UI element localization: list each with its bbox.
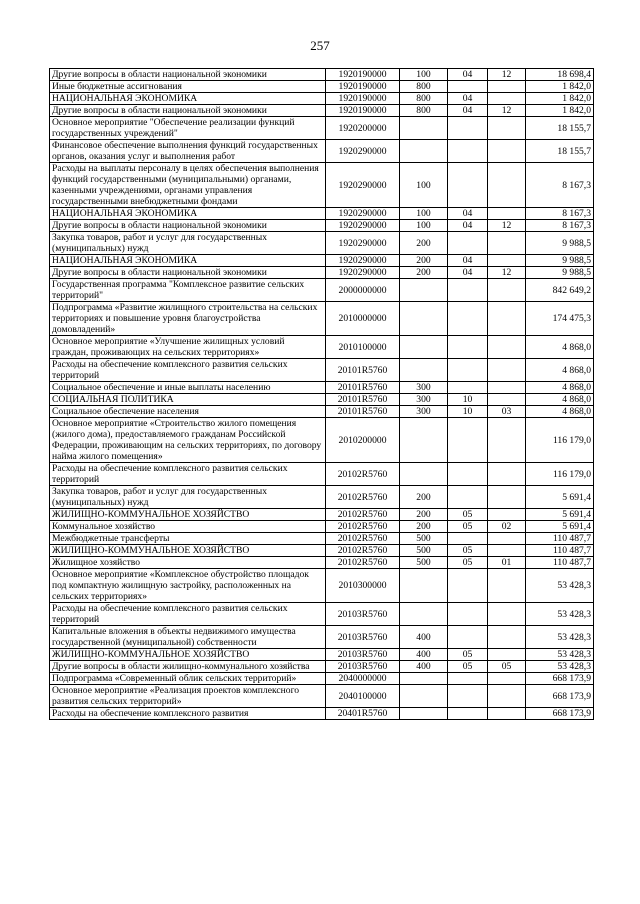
table-row (50, 603, 594, 626)
row-section-cell: 05 (448, 509, 488, 521)
table-row (50, 463, 594, 486)
row-expense-type-cell: 200 (400, 521, 448, 533)
row-section-cell (448, 302, 488, 336)
row-expense-type-cell: 200 (400, 486, 448, 509)
row-name-cell: СОЦИАЛЬНАЯ ПОЛИТИКА (50, 394, 326, 406)
row-sum-cell: 110 487,7 (526, 533, 594, 545)
row-section-cell (448, 533, 488, 545)
row-expense-type-cell (400, 336, 448, 359)
row-subsection-cell (488, 117, 526, 140)
row-expense-type-cell: 100 (400, 69, 448, 81)
row-code-cell: 20401R5760 (326, 708, 400, 720)
row-name-cell: Основное мероприятие «Реализация проектов комплексного развития сельских территорий» (50, 685, 326, 708)
row-sum-cell: 4 868,0 (526, 359, 594, 382)
row-sum-cell: 8 167,3 (526, 208, 594, 220)
row-section-cell: 05 (448, 521, 488, 533)
row-name-cell: Расходы на обеспечение комплексного развития сельских территорий (50, 463, 326, 486)
row-name-cell: Другие вопросы в области национальной экономики (50, 220, 326, 232)
row-code-cell: 2040000000 (326, 673, 400, 685)
row-expense-type-cell (400, 140, 448, 163)
table-row (50, 105, 594, 117)
row-code-cell: 20102R5760 (326, 521, 400, 533)
row-code-cell: 1920290000 (326, 255, 400, 267)
row-section-cell (448, 232, 488, 255)
row-section-cell (448, 140, 488, 163)
row-section-cell (448, 163, 488, 208)
row-subsection-cell: 12 (488, 69, 526, 81)
row-sum-cell: 668 173,9 (526, 673, 594, 685)
table-row (50, 533, 594, 545)
row-code-cell: 20102R5760 (326, 557, 400, 569)
table-row (50, 486, 594, 509)
row-section-cell: 05 (448, 545, 488, 557)
table-row (50, 117, 594, 140)
row-name-cell: Другие вопросы в области национальной экономики (50, 69, 326, 81)
row-code-cell: 20103R5760 (326, 626, 400, 649)
row-section-cell: 10 (448, 394, 488, 406)
row-section-cell (448, 279, 488, 302)
table-row (50, 163, 594, 208)
row-code-cell: 20102R5760 (326, 463, 400, 486)
row-sum-cell: 116 179,0 (526, 418, 594, 463)
row-expense-type-cell: 200 (400, 509, 448, 521)
row-code-cell: 1920290000 (326, 163, 400, 208)
row-expense-type-cell: 300 (400, 394, 448, 406)
row-sum-cell: 18 155,7 (526, 140, 594, 163)
table-row (50, 661, 594, 673)
row-code-cell: 1920190000 (326, 69, 400, 81)
table-row (50, 336, 594, 359)
row-subsection-cell (488, 673, 526, 685)
row-code-cell: 20102R5760 (326, 533, 400, 545)
row-subsection-cell (488, 336, 526, 359)
table-row (50, 569, 594, 603)
row-subsection-cell (488, 232, 526, 255)
row-subsection-cell: 12 (488, 220, 526, 232)
row-expense-type-cell: 100 (400, 220, 448, 232)
row-code-cell: 2010000000 (326, 302, 400, 336)
row-section-cell: 05 (448, 661, 488, 673)
row-sum-cell: 53 428,3 (526, 649, 594, 661)
row-section-cell (448, 569, 488, 603)
table-row (50, 557, 594, 569)
row-code-cell: 1920200000 (326, 117, 400, 140)
row-subsection-cell (488, 463, 526, 486)
row-name-cell: ЖИЛИЩНО-КОММУНАЛЬНОЕ ХОЗЯЙСТВО (50, 649, 326, 661)
row-section-cell (448, 626, 488, 649)
row-name-cell: Капитальные вложения в объекты недвижимого имущества государственной (муниципальной) собственности (50, 626, 326, 649)
row-subsection-cell: 01 (488, 557, 526, 569)
row-name-cell: Расходы на выплаты персоналу в целях обеспечения выполнения функций государственными (муниципальными) органами, казенными учреждениями, органами управления государственными внебюджетными фондами (50, 163, 326, 208)
row-subsection-cell (488, 163, 526, 208)
row-expense-type-cell: 400 (400, 626, 448, 649)
row-name-cell: Закупка товаров, работ и услуг для государственных (муниципальных) нужд (50, 232, 326, 255)
row-section-cell: 04 (448, 93, 488, 105)
row-subsection-cell (488, 255, 526, 267)
row-subsection-cell (488, 81, 526, 93)
row-name-cell: Коммунальное хозяйство (50, 521, 326, 533)
row-name-cell: Другие вопросы в области национальной экономики (50, 105, 326, 117)
row-expense-type-cell (400, 279, 448, 302)
row-expense-type-cell: 800 (400, 93, 448, 105)
row-expense-type-cell: 400 (400, 649, 448, 661)
row-subsection-cell (488, 208, 526, 220)
row-expense-type-cell: 500 (400, 557, 448, 569)
row-expense-type-cell: 200 (400, 232, 448, 255)
row-sum-cell: 1 842,0 (526, 93, 594, 105)
row-expense-type-cell (400, 603, 448, 626)
row-subsection-cell (488, 708, 526, 720)
row-section-cell: 04 (448, 208, 488, 220)
row-expense-type-cell: 300 (400, 382, 448, 394)
row-name-cell: ЖИЛИЩНО-КОММУНАЛЬНОЕ ХОЗЯЙСТВО (50, 509, 326, 521)
row-code-cell: 20103R5760 (326, 649, 400, 661)
row-subsection-cell (488, 626, 526, 649)
row-name-cell: Расходы на обеспечение комплексного развития (50, 708, 326, 720)
row-code-cell: 1920190000 (326, 93, 400, 105)
table-row (50, 382, 594, 394)
row-section-cell (448, 603, 488, 626)
table-row (50, 626, 594, 649)
row-subsection-cell (488, 140, 526, 163)
table-row (50, 255, 594, 267)
row-expense-type-cell: 300 (400, 406, 448, 418)
row-sum-cell: 5 691,4 (526, 509, 594, 521)
table-row (50, 359, 594, 382)
row-sum-cell: 5 691,4 (526, 521, 594, 533)
row-sum-cell: 110 487,7 (526, 545, 594, 557)
row-subsection-cell (488, 486, 526, 509)
row-expense-type-cell: 100 (400, 208, 448, 220)
table-row (50, 267, 594, 279)
table-row (50, 69, 594, 81)
table-row (50, 208, 594, 220)
row-sum-cell: 4 868,0 (526, 406, 594, 418)
row-code-cell: 20102R5760 (326, 545, 400, 557)
row-subsection-cell: 12 (488, 267, 526, 279)
row-name-cell: Основное мероприятие «Улучшение жилищных условий граждан, проживающих на сельских территориях» (50, 336, 326, 359)
row-code-cell: 20101R5760 (326, 406, 400, 418)
row-code-cell: 20101R5760 (326, 382, 400, 394)
row-name-cell: Закупка товаров, работ и услуг для государственных (муниципальных) нужд (50, 486, 326, 509)
row-section-cell (448, 486, 488, 509)
row-sum-cell: 53 428,3 (526, 603, 594, 626)
table-row (50, 509, 594, 521)
page-number: 257 (310, 38, 330, 53)
table-row (50, 649, 594, 661)
row-code-cell: 1920290000 (326, 220, 400, 232)
row-code-cell: 20101R5760 (326, 359, 400, 382)
row-name-cell: ЖИЛИЩНО-КОММУНАЛЬНОЕ ХОЗЯЙСТВО (50, 545, 326, 557)
row-subsection-cell (488, 394, 526, 406)
row-subsection-cell (488, 685, 526, 708)
row-name-cell: Жилищное хозяйство (50, 557, 326, 569)
row-subsection-cell (488, 569, 526, 603)
row-name-cell: Другие вопросы в области национальной экономики (50, 267, 326, 279)
row-code-cell: 1920190000 (326, 81, 400, 93)
row-section-cell: 04 (448, 267, 488, 279)
table-row (50, 81, 594, 93)
row-subsection-cell (488, 279, 526, 302)
row-name-cell: Подпрограмма «Современный облик сельских территорий» (50, 673, 326, 685)
row-subsection-cell: 05 (488, 661, 526, 673)
row-code-cell: 20103R5760 (326, 661, 400, 673)
row-section-cell: 04 (448, 220, 488, 232)
budget-table (49, 68, 594, 720)
row-subsection-cell: 03 (488, 406, 526, 418)
row-section-cell: 05 (448, 557, 488, 569)
row-code-cell: 2010100000 (326, 336, 400, 359)
row-expense-type-cell: 800 (400, 105, 448, 117)
table-row (50, 708, 594, 720)
row-name-cell: НАЦИОНАЛЬНАЯ ЭКОНОМИКА (50, 93, 326, 105)
row-section-cell (448, 673, 488, 685)
row-sum-cell: 8 167,3 (526, 163, 594, 208)
row-name-cell: Иные бюджетные ассигнования (50, 81, 326, 93)
row-name-cell: НАЦИОНАЛЬНАЯ ЭКОНОМИКА (50, 208, 326, 220)
row-section-cell (448, 117, 488, 140)
table-row (50, 394, 594, 406)
row-sum-cell: 668 173,9 (526, 685, 594, 708)
row-subsection-cell (488, 603, 526, 626)
row-section-cell (448, 463, 488, 486)
table-row (50, 685, 594, 708)
row-code-cell: 2010200000 (326, 418, 400, 463)
table-row (50, 232, 594, 255)
row-name-cell: Социальное обеспечение и иные выплаты населению (50, 382, 326, 394)
row-expense-type-cell (400, 463, 448, 486)
row-sum-cell: 53 428,3 (526, 569, 594, 603)
row-code-cell: 20103R5760 (326, 603, 400, 626)
row-code-cell: 2040100000 (326, 685, 400, 708)
row-sum-cell: 110 487,7 (526, 557, 594, 569)
table-row (50, 406, 594, 418)
row-expense-type-cell (400, 673, 448, 685)
row-name-cell: Межбюджетные трансферты (50, 533, 326, 545)
row-code-cell: 20101R5760 (326, 394, 400, 406)
table-row (50, 673, 594, 685)
table-row (50, 521, 594, 533)
row-section-cell (448, 81, 488, 93)
row-sum-cell: 4 868,0 (526, 336, 594, 359)
row-subsection-cell (488, 533, 526, 545)
row-expense-type-cell: 500 (400, 533, 448, 545)
row-code-cell: 20102R5760 (326, 509, 400, 521)
row-name-cell: Основное мероприятие «Строительство жилого помещения (жилого дома), предоставляемого гражданам Российской Федерации, проживающим на сельских территориях, по договору найма жилого помещения» (50, 418, 326, 463)
row-expense-type-cell: 400 (400, 661, 448, 673)
row-expense-type-cell: 100 (400, 163, 448, 208)
row-section-cell (448, 685, 488, 708)
row-section-cell (448, 418, 488, 463)
row-expense-type-cell (400, 685, 448, 708)
row-subsection-cell (488, 382, 526, 394)
row-sum-cell: 18 698,4 (526, 69, 594, 81)
row-code-cell: 1920290000 (326, 267, 400, 279)
row-section-cell (448, 336, 488, 359)
row-section-cell: 04 (448, 255, 488, 267)
row-name-cell: Основное мероприятие "Обеспечение реализации функций государственных учреждений" (50, 117, 326, 140)
row-sum-cell: 9 988,5 (526, 267, 594, 279)
row-sum-cell: 53 428,3 (526, 626, 594, 649)
row-name-cell: Государственная программа "Комплексное развитие сельских территорий" (50, 279, 326, 302)
row-sum-cell: 174 475,3 (526, 302, 594, 336)
row-sum-cell: 1 842,0 (526, 81, 594, 93)
table-row (50, 279, 594, 302)
row-sum-cell: 53 428,3 (526, 661, 594, 673)
row-section-cell: 04 (448, 69, 488, 81)
row-sum-cell: 1 842,0 (526, 105, 594, 117)
table-row (50, 418, 594, 463)
table-body (50, 69, 594, 720)
row-subsection-cell (488, 649, 526, 661)
row-section-cell: 05 (448, 649, 488, 661)
row-section-cell (448, 382, 488, 394)
row-expense-type-cell (400, 569, 448, 603)
row-sum-cell: 4 868,0 (526, 394, 594, 406)
row-code-cell: 1920290000 (326, 208, 400, 220)
row-section-cell (448, 359, 488, 382)
table-row (50, 545, 594, 557)
row-section-cell: 10 (448, 406, 488, 418)
row-expense-type-cell: 500 (400, 545, 448, 557)
row-expense-type-cell (400, 418, 448, 463)
row-expense-type-cell (400, 302, 448, 336)
row-name-cell: Расходы на обеспечение комплексного развития сельских территорий (50, 603, 326, 626)
row-sum-cell: 4 868,0 (526, 382, 594, 394)
row-subsection-cell: 02 (488, 521, 526, 533)
table-row (50, 302, 594, 336)
row-subsection-cell (488, 302, 526, 336)
row-expense-type-cell: 800 (400, 81, 448, 93)
row-expense-type-cell (400, 708, 448, 720)
row-code-cell: 2000000000 (326, 279, 400, 302)
row-sum-cell: 842 649,2 (526, 279, 594, 302)
table-row (50, 140, 594, 163)
row-subsection-cell (488, 418, 526, 463)
row-sum-cell: 668 173,9 (526, 708, 594, 720)
row-sum-cell: 9 988,5 (526, 232, 594, 255)
row-code-cell: 2010300000 (326, 569, 400, 603)
row-subsection-cell: 12 (488, 105, 526, 117)
table-row (50, 220, 594, 232)
row-expense-type-cell (400, 117, 448, 140)
row-name-cell: Основное мероприятие «Комплексное обустройство площадок под компактную жилищную застройку, расположенных на сельских территориях» (50, 569, 326, 603)
row-sum-cell: 9 988,5 (526, 255, 594, 267)
row-section-cell: 04 (448, 105, 488, 117)
row-code-cell: 1920290000 (326, 140, 400, 163)
table-row (50, 93, 594, 105)
row-name-cell: Социальное обеспечение населения (50, 406, 326, 418)
row-code-cell: 1920290000 (326, 232, 400, 255)
row-sum-cell: 8 167,3 (526, 220, 594, 232)
row-subsection-cell (488, 509, 526, 521)
row-sum-cell: 18 155,7 (526, 117, 594, 140)
row-name-cell: Расходы на обеспечение комплексного развития сельских территорий (50, 359, 326, 382)
row-expense-type-cell (400, 359, 448, 382)
row-subsection-cell (488, 359, 526, 382)
row-name-cell: Подпрограмма «Развитие жилищного строительства на сельских территориях и повышение уровня благоустройства домовладений» (50, 302, 326, 336)
row-subsection-cell (488, 93, 526, 105)
row-sum-cell: 5 691,4 (526, 486, 594, 509)
row-name-cell: Другие вопросы в области жилищно-коммунального хозяйства (50, 661, 326, 673)
row-expense-type-cell: 200 (400, 255, 448, 267)
row-sum-cell: 116 179,0 (526, 463, 594, 486)
row-code-cell: 20102R5760 (326, 486, 400, 509)
row-code-cell: 1920190000 (326, 105, 400, 117)
row-subsection-cell (488, 545, 526, 557)
row-name-cell: Финансовое обеспечение выполнения функций государственных органов, оказания услуг и выполнения работ (50, 140, 326, 163)
row-name-cell: НАЦИОНАЛЬНАЯ ЭКОНОМИКА (50, 255, 326, 267)
row-expense-type-cell: 200 (400, 267, 448, 279)
row-section-cell (448, 708, 488, 720)
